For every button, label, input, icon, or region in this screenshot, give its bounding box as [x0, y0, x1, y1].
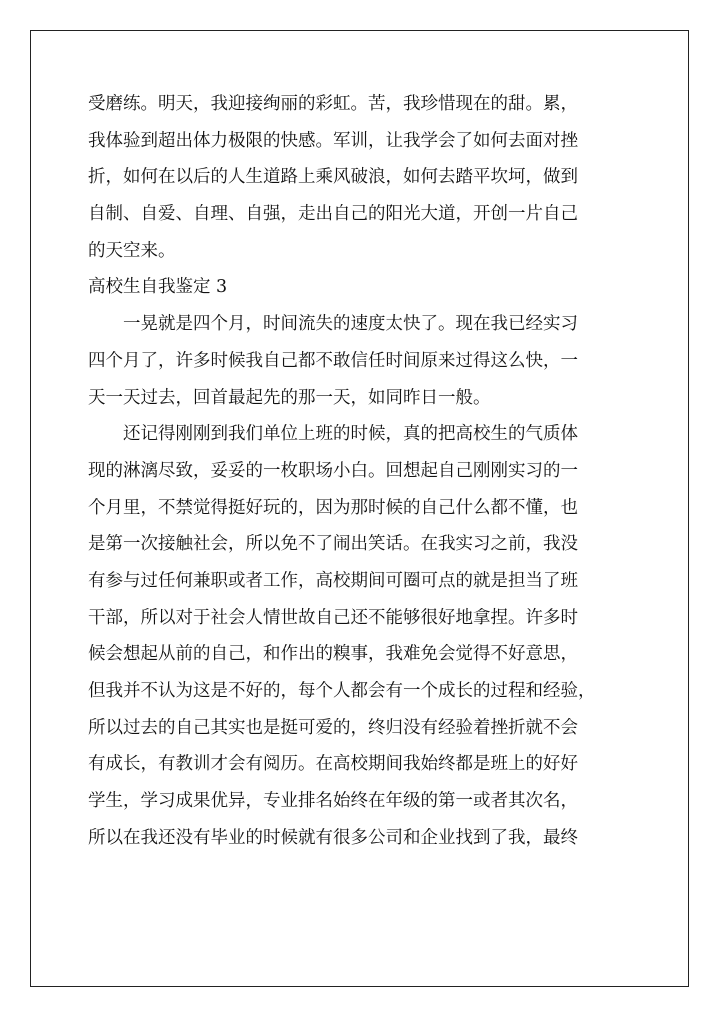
- text-line: 的天空来。: [88, 240, 176, 261]
- text-line: 学生，学习成果优异，专业排名始终在年级的第一或者其次名，: [88, 791, 578, 812]
- text-line: 折，如何在以后的人生道路上乘风破浪，如何去踏平坎坷，做到: [88, 167, 578, 188]
- section-heading: 高校生自我鉴定 3: [88, 277, 228, 298]
- text-line: 干部，所以对于社会人情世故自己还不能够很好地拿捏。许多时: [88, 607, 578, 628]
- text-line: 现的淋漓尽致，妥妥的一枚职场小白。回想起自己刚刚实习的一: [88, 460, 578, 481]
- text-line: 自制、自爱、自理、自强，走出自己的阳光大道，开创一片自己: [88, 204, 578, 225]
- text-line: 所以在我还没有毕业的时候就有很多公司和企业找到了我，最终: [88, 827, 578, 848]
- text-line: 四个月了，许多时候我自己都不敢信任时间原来过得这么快，一: [88, 350, 578, 371]
- text-line: 受磨练。明天，我迎接绚丽的彩虹。苦，我珍惜现在的甜。累，: [88, 94, 578, 114]
- text-line: 天一天过去，回首最起先的那一天，如同昨日一般。: [88, 387, 491, 408]
- text-line: 但我并不认为这是不好的，每个人都会有一个成长的过程和经验，: [88, 681, 596, 701]
- text-line: 还记得刚刚到我们单位上班的时候，真的把高校生的气质体: [123, 424, 578, 445]
- text-line: 有成长，有教训才会有阅历。在高校期间我始终都是班上的好好: [88, 754, 578, 775]
- text-line: 候会想起从前的自己，和作出的糗事，我难免会觉得不好意思，: [88, 644, 578, 665]
- text-line: 所以过去的自己其实也是挺可爱的，终归没有经验着挫折就不会: [88, 717, 578, 738]
- text-line: 有参与过任何兼职或者工作，高校期间可圈可点的就是担当了班: [88, 570, 578, 591]
- text-line: 一晃就是四个月，时间流失的速度太快了。现在我已经实习: [123, 314, 578, 335]
- text-line: 我体验到超出体力极限的快感。军训，让我学会了如何去面对挫: [88, 130, 578, 151]
- text-line: 个月里，不禁觉得挺好玩的，因为那时候的自己什么都不懂，也: [88, 497, 578, 518]
- document-body: [88, 86, 648, 856]
- text-line: 是第一次接触社会，所以免不了闹出笑话。在我实习之前，我没: [88, 534, 578, 555]
